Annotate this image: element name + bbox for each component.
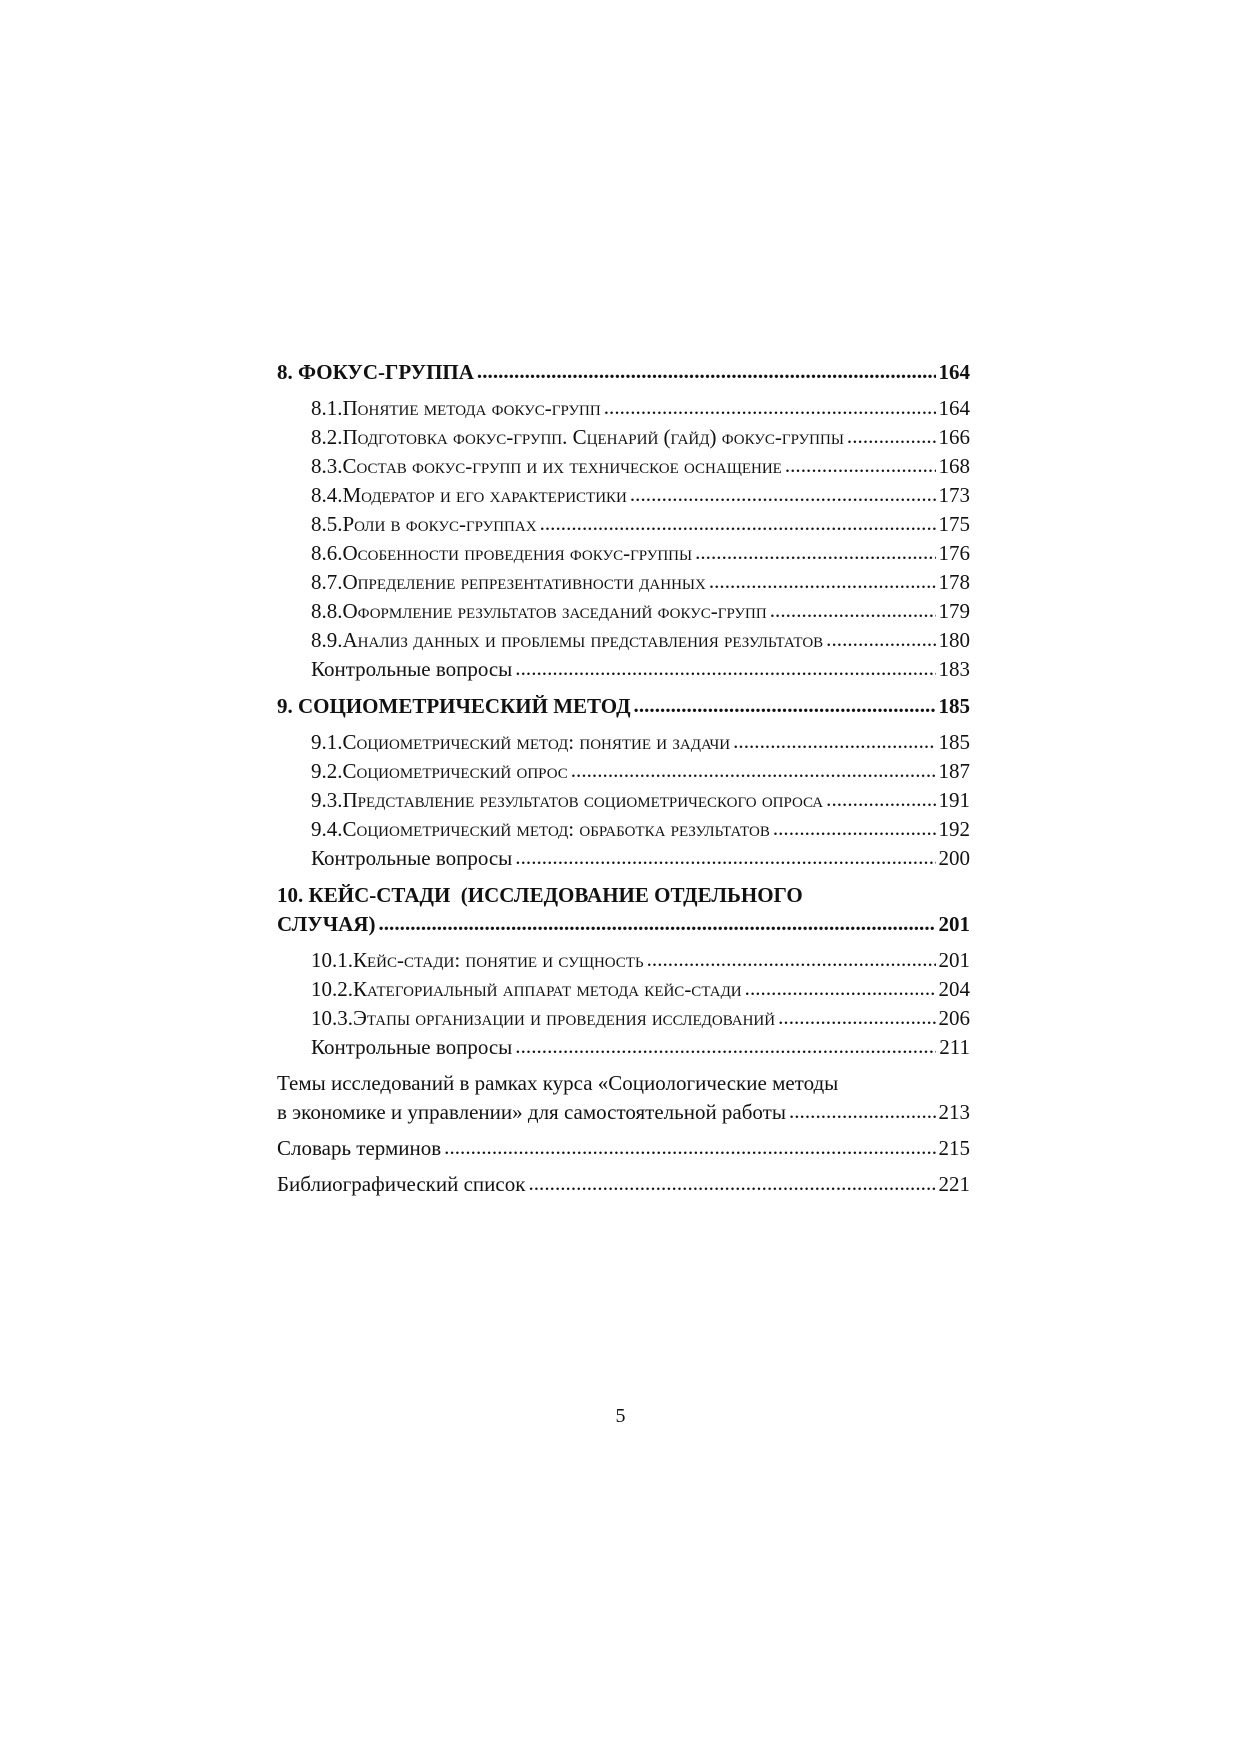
item-title: Контрольные вопросы [311,657,513,681]
item-number: 8.9. [311,628,343,652]
item-title: Оформление результатов заседаний фокус-групп [342,599,767,623]
dot-leader [634,693,936,718]
chapter-number: 9. [277,694,293,718]
dot-leader [770,598,936,623]
page-ref: 176 [938,541,970,565]
item-number: 10.3. [311,1006,353,1030]
dot-leader [540,511,936,536]
page-ref: 187 [938,759,970,783]
item-number: 9.1. [311,730,343,754]
item-title: Контрольные вопросы [311,1035,513,1059]
dot-leader [515,656,935,681]
item-title: Роли в фокус-группах [342,512,537,536]
item-number: 8.6. [311,541,343,565]
page-ref: 215 [938,1136,970,1160]
page-ref: 185 [938,730,970,754]
item-title: Социометрический метод: обработка результатов [342,817,770,841]
toc-item-8-9[interactable] [277,628,970,657]
page-ref: 211 [939,1035,970,1059]
item-title: Особенности проведения фокус-группы [342,541,693,565]
item-number: 10.2. [311,977,353,1001]
item-number: 9.4. [311,817,343,841]
dot-leader [477,359,936,384]
toc-item-10-2[interactable] [277,977,970,1006]
page-ref: 168 [938,454,970,478]
page-ref: 180 [938,628,970,652]
item-number: 8.1. [311,396,343,420]
dot-leader [571,758,936,783]
item-title: Подготовка фокус-групп. Сценарий (гайд) фокус-группы [342,425,844,449]
chapter-title: КЕЙС-СТАДИ (ИССЛЕДОВАНИЕ ОТДЕЛЬНОГО [308,883,803,907]
dot-leader [647,947,936,972]
item-number: 9.3. [311,788,343,812]
item-number: 8.5. [311,512,343,536]
page-ref: 206 [938,1006,970,1030]
item-title: Понятие метода фокус-групп [342,396,601,420]
page-ref: 185 [938,694,970,718]
dot-leader [630,482,936,507]
toc-control-questions-9[interactable] [277,846,970,875]
toc-item-9-1[interactable] [277,730,970,759]
page-ref: 166 [938,425,970,449]
toc-control-questions-10[interactable] [277,1035,970,1064]
dot-leader [709,569,936,594]
page-number: 5 [615,1405,626,1427]
page-ref: 201 [938,948,970,972]
page-ref: 200 [938,846,970,870]
dot-leader [515,845,935,870]
item-title: Модератор и его характеристики [342,483,627,507]
item-title: Состав фокус-групп и их техническое оснащение [342,454,782,478]
toc-topics[interactable] [277,1100,970,1129]
dot-leader [773,816,936,841]
page-ref: 204 [938,977,970,1001]
page-ref: 183 [938,657,970,681]
page-ref: 201 [938,912,970,936]
toc-item-10-1[interactable] [277,948,970,977]
item-number: 8.8. [311,599,343,623]
toc-item-8-2[interactable] [277,425,970,454]
page-ref: 164 [938,396,970,420]
page-ref: 164 [938,360,970,384]
dot-leader [733,729,935,754]
item-title: Анализ данных и проблемы представления результатов [342,628,824,652]
dot-leader [778,1005,935,1030]
glossary-title: Словарь терминов [277,1136,442,1160]
item-title: Определение репрезентативности данных [342,570,706,594]
toc-item-8-4[interactable] [277,483,970,512]
page-ref: 175 [938,512,970,536]
page-ref: 179 [938,599,970,623]
toc-item-8-7[interactable] [277,570,970,599]
page-ref: 173 [938,483,970,507]
toc-item-8-1[interactable] [277,396,970,425]
chapter-number: 10. [277,883,304,907]
toc-item-8-6[interactable] [277,541,970,570]
toc-glossary[interactable] [277,1136,970,1165]
item-title: Социометрический метод: понятие и задачи [342,730,731,754]
dot-leader [826,627,935,652]
toc-chapter-9[interactable] [277,694,970,723]
item-number: 9.2. [311,759,343,783]
toc-item-10-3[interactable] [277,1006,970,1035]
toc-item-8-3[interactable] [277,454,970,483]
dot-leader [847,424,936,449]
page-ref: 192 [938,817,970,841]
item-number: 8.2. [311,425,343,449]
item-number: 8.7. [311,570,343,594]
bibliography-title: Библиографический список [277,1172,526,1196]
dot-leader [378,911,935,936]
item-title: Социометрический опрос [342,759,568,783]
dot-leader [745,976,936,1001]
toc-control-questions-8[interactable] [277,657,970,686]
dot-leader [444,1135,935,1160]
table-of-contents [277,360,970,1201]
dot-leader [789,1099,936,1124]
toc-chapter-8[interactable] [277,360,970,389]
item-number: 8.3. [311,454,343,478]
toc-item-9-2[interactable] [277,759,970,788]
page-ref: 213 [938,1100,970,1124]
item-title: Этапы организации и проведения исследований [353,1006,776,1030]
page-ref: 191 [938,788,970,812]
page-ref: 221 [938,1172,970,1196]
item-title: Кейс-стади: понятие и сущность [353,948,644,972]
item-title: Представление результатов социометрического опроса [342,788,824,812]
chapter-title: СОЦИОМЕТРИЧЕСКИЙ МЕТОД [298,694,631,718]
toc-item-8-8[interactable] [277,599,970,628]
chapter-number: 8. [277,360,293,384]
toc-chapter-10[interactable] [277,912,970,941]
topics-title-cont: в экономике и управлении» для самостоятельной работы [277,1100,786,1124]
topics-title: Темы исследований в рамках курса «Социологические методы [277,1071,839,1095]
toc-item-8-5[interactable] [277,512,970,541]
toc-bibliography[interactable] [277,1172,970,1201]
dot-leader [528,1171,935,1196]
item-title: Контрольные вопросы [311,846,513,870]
toc-chapter-10-line1[interactable] [277,883,970,912]
toc-item-9-3[interactable] [277,788,970,817]
toc-item-9-4[interactable] [277,817,970,846]
dot-leader [695,540,935,565]
chapter-title: ФОКУС-ГРУППА [298,360,474,384]
page-ref: 178 [938,570,970,594]
dot-leader [826,787,935,812]
chapter-title-cont: СЛУЧАЯ) [277,912,376,936]
item-number: 10.1. [311,948,353,972]
toc-topics-line1[interactable] [277,1071,970,1100]
item-title: Категориальный аппарат метода кейс-стади [353,977,742,1001]
dot-leader [515,1034,936,1059]
item-number: 8.4. [311,483,343,507]
dot-leader [604,395,936,420]
dot-leader [785,453,936,478]
